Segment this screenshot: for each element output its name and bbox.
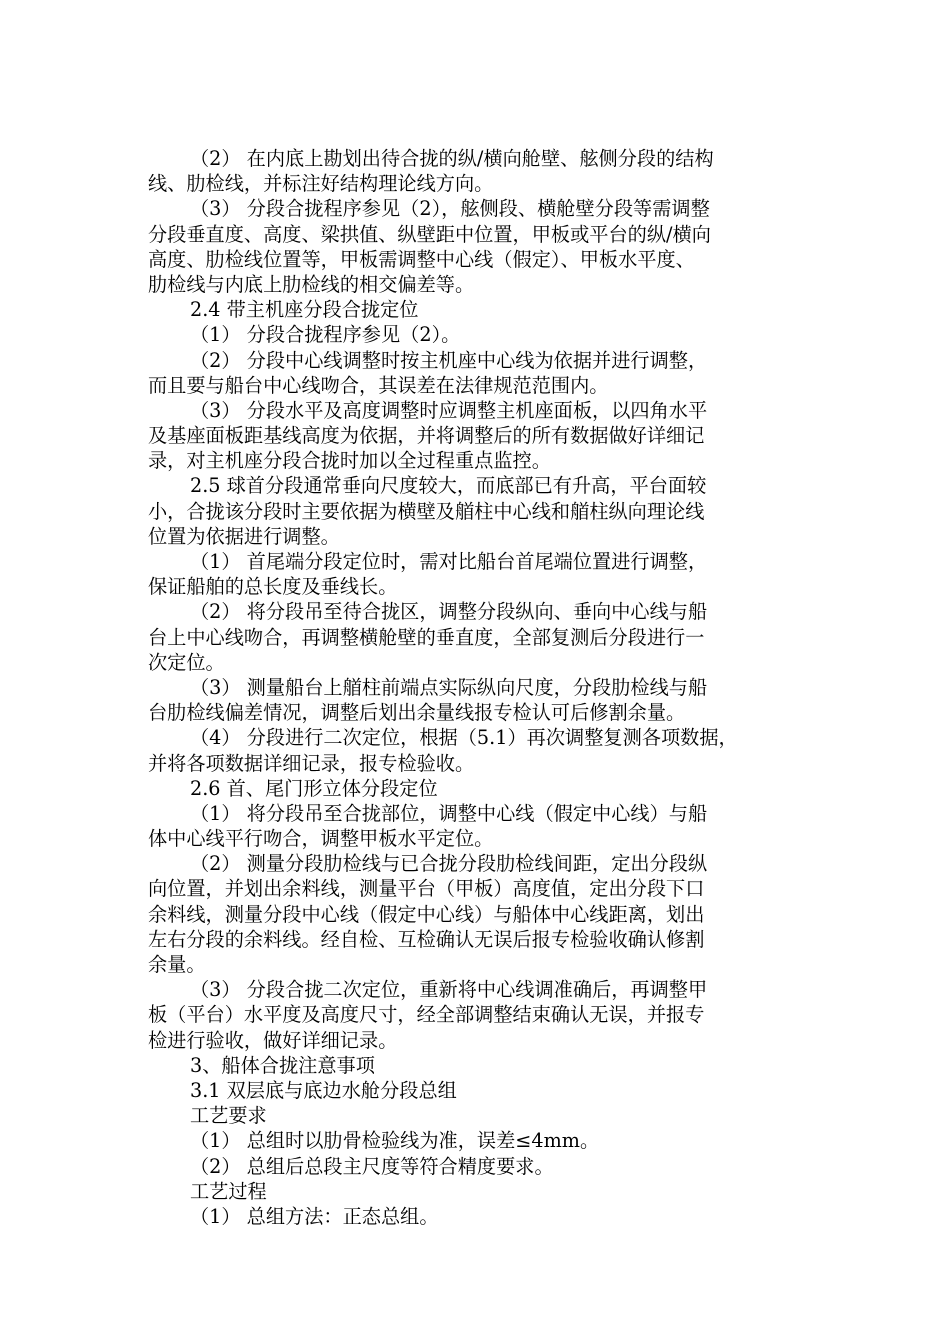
text-line: 台上中心线吻合，再调整横舱壁的垂直度，全部复测后分段进行一 (148, 625, 705, 649)
text-line: 而且要与船台中心线吻合，其误差在法律规范范围内。 (148, 373, 609, 397)
text-line: 保证船舶的总长度及垂线长。 (148, 575, 398, 599)
text-line: （1） 分段合拢程序参见（2）。 (190, 323, 461, 347)
text-line: （1） 将分段吊至合拢部位，调整中心线（假定中心线）与船 (190, 801, 708, 825)
text-line: （3） 测量船台上艏柱前端点实际纵向尺度，分段肋检线与船 (190, 675, 708, 699)
text-line: 2.5 球首分段通常垂向尺度较大，而底部已有升高，平台面较 (190, 474, 707, 498)
text-line: 高度、肋检线位置等，甲板需调整中心线（假定）、甲板水平度、 (148, 247, 695, 271)
text-line: 2.6 首、尾门形立体分段定位 (190, 776, 438, 800)
document-body (148, 146, 808, 1229)
text-line: 台肋检线偏差情况，调整后划出余量线报专检认可后修割余量。 (148, 701, 686, 725)
text-line: 分段垂直度、高度、梁拱值、纵壁距中位置，甲板或平台的纵/横向 (148, 222, 711, 246)
text-line: （3） 分段合拢程序参见（2），舷侧段、横舱壁分段等需调整 (190, 197, 710, 221)
text-line: 向位置，并划出余料线，测量平台（甲板）高度值，定出分段下口 (148, 877, 705, 901)
text-line: （3） 分段合拢二次定位，重新将中心线调准确后，再调整甲 (190, 978, 708, 1002)
text-line: （3） 分段水平及高度调整时应调整主机座面板，以四角水平 (190, 398, 708, 422)
text-line: （2） 测量分段肋检线与已合拢分段肋检线间距，定出分段纵 (190, 852, 708, 876)
text-line: 2.4 带主机座分段合拢定位 (190, 298, 419, 322)
text-line: 余料线，测量分段中心线（假定中心线）与船体中心线距离，划出 (148, 902, 705, 926)
text-line: （1） 首尾端分段定位时，需对比船台首尾端位置进行调整， (190, 550, 708, 573)
text-line: 余量。 (148, 953, 206, 976)
text-line: 工艺要求 (190, 1104, 267, 1128)
text-line: 线、肋检线，并标注好结构理论线方向。 (148, 172, 494, 196)
text-line: 检进行验收，做好详细记录。 (148, 1028, 398, 1052)
text-line: 工艺过程 (190, 1179, 267, 1203)
text-line: 次定位。 (148, 650, 225, 674)
text-line: （2） 将分段吊至待合拢区，调整分段纵向、垂向中心线与船 (190, 600, 708, 624)
text-line: 肋检线与内底上肋检线的相交偏差等。 (148, 272, 475, 296)
text-line: （1） 总组时以肋骨检验线为准，误差≤4mm。 (190, 1129, 600, 1153)
text-line: （2） 在内底上勘划出待合拢的纵/横向舱壁、舷侧分段的结构 (190, 147, 714, 170)
text-line: 板（平台）水平度及高度尺寸，经全部调整结束确认无误，并报专 (148, 1003, 705, 1027)
text-line: 3.1 双层底与底边水舱分段总组 (190, 1078, 457, 1102)
text-line: 小，合拢该分段时主要依据为横壁及艏柱中心线和艏柱纵向理论线 (148, 499, 705, 523)
text-line: 3、船体合拢注意事项 (190, 1053, 375, 1077)
text-line: 录，对主机座分段合拢时加以全过程重点监控。 (148, 449, 551, 473)
text-line: （1） 总组方法：正态总组。 (190, 1204, 439, 1228)
text-line: 并将各项数据详细记录，报专检验收。 (148, 751, 475, 775)
text-line: 位置为依据进行调整。 (148, 524, 340, 548)
text-line: 体中心线平行吻合，调整甲板水平定位。 (148, 827, 494, 851)
text-line: （2） 总组后总段主尺度等符合精度要求。 (190, 1154, 554, 1178)
text-line: （4） 分段进行二次定位，根据（5.1）再次调整复测各项数据， (190, 726, 738, 750)
text-line: 及基座面板距基线高度为依据，并将调整后的所有数据做好详细记 (148, 424, 705, 448)
text-line: 左右分段的余料线。经自检、互检确认无误后报专检验收确认修割 (148, 927, 705, 951)
text-line: （2） 分段中心线调整时按主机座中心线为依据并进行调整， (190, 348, 708, 372)
